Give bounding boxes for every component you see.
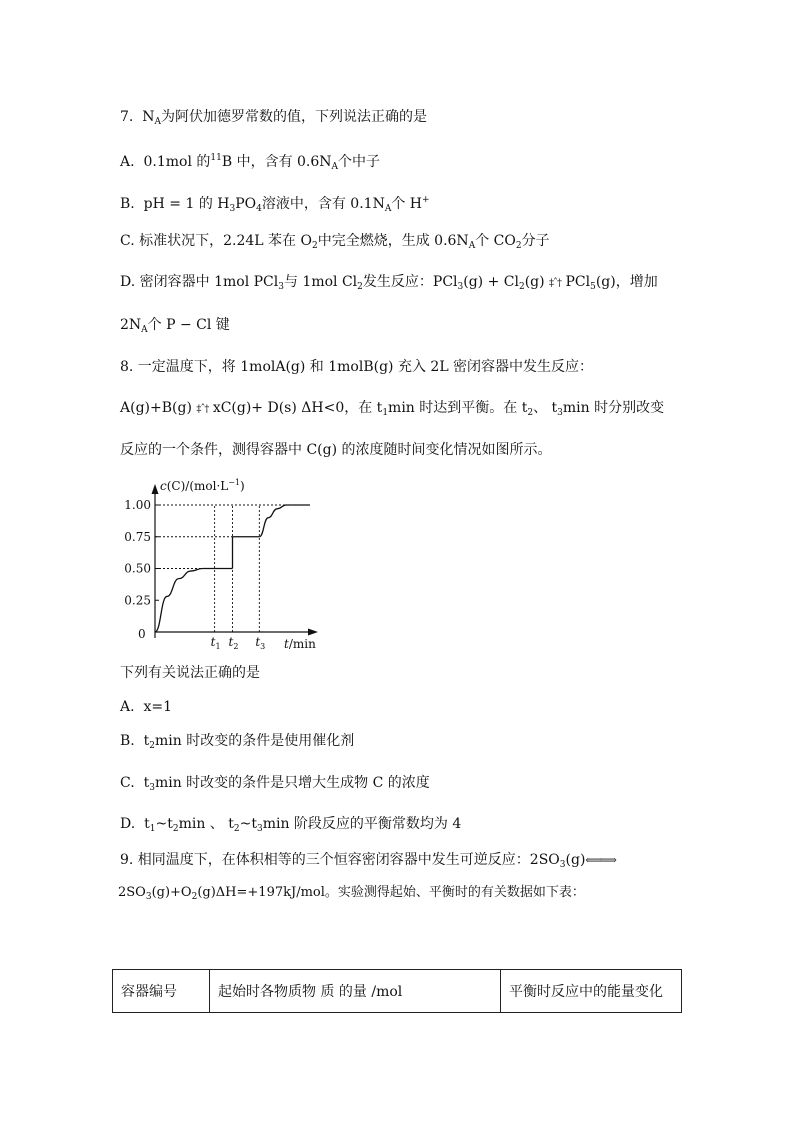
q9-stem-line1: 9. 相同温度下，在体积相等的三个恒容密闭容器中发生可逆反应：$2SO_3(g)⟸⟹$ [120, 852, 614, 870]
q7-option-d-continued: $2N_A$个 P − Cl 键 [120, 317, 230, 335]
q8-stem-line2: A(g)+B(g) ‡ˆ† xC(g)+ D(s) ΔH<0，在 $t_1\min$ 时达到平衡。在 $t_2$、 $t_3\min$ 时分别改变 [120, 400, 665, 418]
q7-option-d: D. 密闭容器中 1mol PCl$_3$与 1mol $Cl_2$发生反应：$PCl_3(g) + Cl_2(g)$ ‡ˆ† PCl$_5$(g)，增加 [120, 274, 658, 292]
data-table [112, 969, 682, 1013]
y-axis-label: $c(C)/(mol\cdot L^{-1})$ [160, 478, 245, 493]
x-axis [155, 629, 318, 636]
series-line-segment [155, 569, 215, 633]
series-line-segment [259, 505, 292, 537]
y-tick-label: 0.75 [124, 529, 151, 544]
y-axis [152, 484, 159, 638]
table-header-cell: 容器编号 [113, 970, 210, 1013]
equilibrium-arrow-icon: ‡ˆ† [549, 278, 562, 289]
q8-prompt: 下列有关说法正确的是 [120, 665, 260, 681]
table-header-cell: 起始时各物质物 质 的量 /mol [210, 970, 501, 1013]
q8-option-c: C. $t_3\min$ 时改变的条件是只增大生成物 C 的浓度 [120, 775, 430, 793]
q8-option-d: D. $t_1\sim t_2\min$ 、 $t_2\sim t_3\min$ 阶段反应的平衡常数均为 4 [120, 816, 462, 834]
x-tick-label: $t_2$ [228, 635, 239, 651]
q9-stem-line2: $2SO_3(g)+O_2(g)\Delta H=+197kJ$/mol。实验测得起始、平衡时的有关数据如下表： [118, 885, 585, 902]
origin-label: 0 [138, 627, 146, 641]
q7-option-c: C. 标准状况下，2.24L 苯在 $O_2$中完全燃烧，生成 $0.6N_A$个 $CO_2$分子 [120, 233, 550, 251]
table-header-row [113, 970, 682, 1013]
table-header-cell: 平衡时反应中的能量变化 [501, 970, 682, 1013]
q8-stem-line3: 反应的一个条件，测得容器中 C(g) 的浓度随时间变化情况如图所示。 [120, 442, 552, 458]
concentration-time-chart [124, 470, 328, 654]
reversible-arrow-icon: ⟸⟹ [585, 853, 614, 867]
y-tick-label: 1.00 [124, 498, 151, 512]
q8-stem-line1: 8. 一定温度下，将 1molA(g) 和 1molB(g) 充入 2L 密闭容器中发生反应： [120, 359, 594, 375]
y-tick-label: 0.50 [124, 561, 151, 576]
q8-option-a: A. x=1 [120, 699, 173, 715]
q7-option-a: A. 0.1mol 的$^{11}$B 中，含有 $0.6N_A$个中子 [120, 153, 381, 172]
q7-stem: 7. $N_A$为阿伏加德罗常数的值，下列说法正确的是 [120, 109, 428, 127]
q8-option-b: B. $t_2\min$ 时改变的条件是使用催化剂 [120, 733, 355, 751]
x-tick-label: $t_1$ [210, 635, 221, 651]
x-axis-label: t/min [284, 637, 316, 651]
y-tick-label: 0.25 [124, 593, 151, 608]
x-tick-label: $t_3$ [255, 635, 266, 651]
equilibrium-arrow-icon: ‡ˆ† [196, 404, 209, 415]
q7-option-b: B. pH = 1 的 $H_3PO_4$溶液中，含有 $0.1N_A$个 H+ [120, 195, 430, 214]
